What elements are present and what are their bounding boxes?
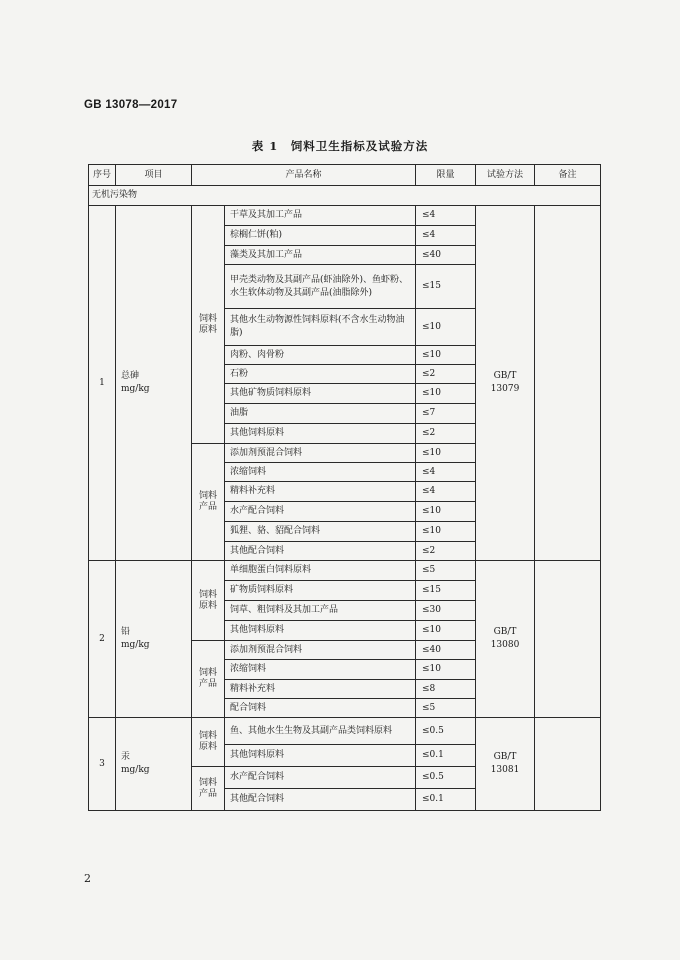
limit-value: ≤40 — [416, 246, 476, 265]
limit-value: ≤10 — [416, 502, 476, 522]
product-name: 精料补充料 — [225, 680, 416, 699]
product-name: 油脂 — [225, 404, 416, 424]
feed-hygiene-table — [88, 164, 601, 811]
product-name: 肉粉、肉骨粉 — [225, 346, 416, 365]
standard-code: GB 13078—2017 — [84, 99, 178, 111]
product-name: 添加剂预混合饲料 — [225, 444, 416, 463]
category-label: 饲料原料 — [192, 206, 225, 444]
product-name: 其他饲料原料 — [225, 424, 416, 444]
table-row — [89, 718, 601, 745]
product-name: 石粉 — [225, 365, 416, 384]
product-name: 其他矿物质饲料原料 — [225, 384, 416, 404]
item-cell — [116, 206, 192, 561]
table-title: 表 1 饲料卫生指标及试验方法 — [251, 139, 429, 153]
product-name: 其他饲料原料 — [225, 745, 416, 767]
page-number: 2 — [84, 872, 91, 885]
column-header: 项目 — [116, 165, 192, 186]
category-label: 饲料原料 — [192, 718, 225, 767]
section-row — [89, 186, 601, 206]
limit-value: ≤10 — [416, 346, 476, 365]
remarks-cell — [535, 718, 601, 811]
limit-value: ≤10 — [416, 444, 476, 463]
limit-value: ≤4 — [416, 206, 476, 226]
product-name: 水产配合饲料 — [225, 502, 416, 522]
limit-value: ≤7 — [416, 404, 476, 424]
product-name: 其他配合饲料 — [225, 542, 416, 561]
table-header-row — [89, 165, 601, 186]
limit-value: ≤2 — [416, 542, 476, 561]
product-name: 干草及其加工产品 — [225, 206, 416, 226]
product-name: 浓缩饲料 — [225, 463, 416, 482]
limit-value: ≤40 — [416, 641, 476, 660]
column-header: 备注 — [535, 165, 601, 186]
product-name: 鱼、其他水生生物及其副产品类饲料原料 — [225, 718, 416, 745]
limit-value: ≤4 — [416, 482, 476, 502]
remarks-cell — [535, 561, 601, 718]
limit-value: ≤10 — [416, 384, 476, 404]
limit-value: ≤0.1 — [416, 745, 476, 767]
sequence-number: 1 — [89, 206, 116, 561]
item-cell — [116, 561, 192, 718]
limit-value: ≤15 — [416, 581, 476, 601]
section-title: 无机污染物 — [89, 186, 601, 206]
sequence-number: 3 — [89, 718, 116, 811]
product-name: 饲草、粗饲料及其加工产品 — [225, 601, 416, 621]
limit-value: ≤4 — [416, 226, 476, 246]
column-header: 产品名称 — [192, 165, 416, 186]
product-name: 配合饲料 — [225, 699, 416, 718]
category-label: 饲料产品 — [192, 444, 225, 561]
product-name: 其他配合饲料 — [225, 789, 416, 811]
limit-value: ≤10 — [416, 309, 476, 346]
product-name: 甲壳类动物及其副产品(虾油除外)、鱼虾粉、水生软体动物及其副产品(油脂除外) — [225, 265, 416, 309]
test-method: GB/T 13079 — [476, 206, 535, 561]
test-method: GB/T 13080 — [476, 561, 535, 718]
limit-value: ≤15 — [416, 265, 476, 309]
limit-value: ≤5 — [416, 699, 476, 718]
sequence-number: 2 — [89, 561, 116, 718]
item-cell — [116, 718, 192, 811]
product-name: 单细胞蛋白饲料原料 — [225, 561, 416, 581]
limit-value: ≤0.5 — [416, 767, 476, 789]
limit-value: ≤10 — [416, 660, 476, 680]
product-name: 其他饲料原料 — [225, 621, 416, 641]
product-name: 浓缩饲料 — [225, 660, 416, 680]
product-name: 狐狸、貉、貂配合饲料 — [225, 522, 416, 542]
limit-value: ≤0.5 — [416, 718, 476, 745]
category-label: 饲料产品 — [192, 767, 225, 811]
limit-value: ≤8 — [416, 680, 476, 699]
product-name: 精料补充料 — [225, 482, 416, 502]
item-unit: mg/kg — [121, 765, 150, 775]
column-header: 限量 — [416, 165, 476, 186]
remarks-cell — [535, 206, 601, 561]
limit-value: ≤2 — [416, 365, 476, 384]
item-name: 铅 — [121, 627, 131, 637]
item-unit: mg/kg — [121, 384, 150, 394]
limit-value: ≤5 — [416, 561, 476, 581]
product-name: 棕榈仁饼(粕) — [225, 226, 416, 246]
limit-value: ≤2 — [416, 424, 476, 444]
product-name: 藻类及其加工产品 — [225, 246, 416, 265]
product-name: 添加剂预混合饲料 — [225, 641, 416, 660]
table-row — [89, 206, 601, 226]
item-unit: mg/kg — [121, 640, 150, 650]
product-name: 其他水生动物源性饲料原料(不含水生动物油脂) — [225, 309, 416, 346]
column-header: 试验方法 — [476, 165, 535, 186]
product-name: 矿物质饲料原料 — [225, 581, 416, 601]
limit-value: ≤4 — [416, 463, 476, 482]
limit-value: ≤10 — [416, 522, 476, 542]
item-name: 总砷 — [121, 371, 140, 381]
test-method: GB/T 13081 — [476, 718, 535, 811]
limit-value: ≤0.1 — [416, 789, 476, 811]
category-label: 饲料原料 — [192, 561, 225, 641]
category-label: 饲料产品 — [192, 641, 225, 718]
item-name: 汞 — [121, 752, 131, 762]
product-name: 水产配合饲料 — [225, 767, 416, 789]
column-header: 序号 — [89, 165, 116, 186]
limit-value: ≤10 — [416, 621, 476, 641]
table-row — [89, 561, 601, 581]
limit-value: ≤30 — [416, 601, 476, 621]
